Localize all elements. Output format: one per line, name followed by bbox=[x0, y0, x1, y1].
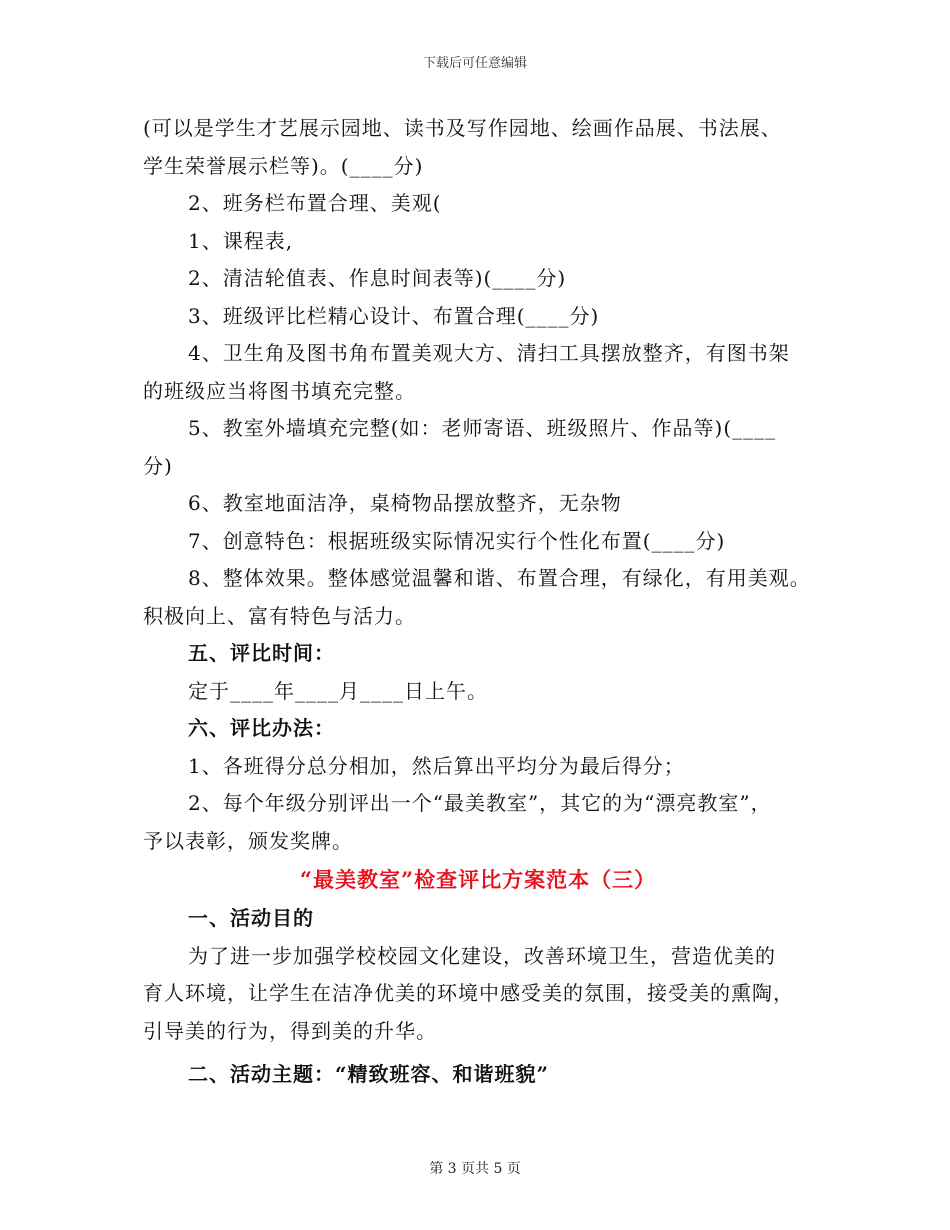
list-item: 2、班务栏布置合理、美观( bbox=[188, 191, 442, 215]
section-heading: 一、活动目的 bbox=[188, 906, 314, 930]
paragraph-line: (可以是学生才艺展示园地、读书及写作园地、绘画作品展、书法展、 bbox=[143, 116, 782, 140]
paragraph-line: 育人环境，让学生在洁净优美的环境中感受美的氛围，接受美的熏陶， bbox=[143, 981, 794, 1005]
paragraph-line: 学生荣誉展示栏等)。(____分) bbox=[143, 153, 424, 178]
section-heading: 二、活动主题：“精致班容、和谐班貌” bbox=[188, 1062, 550, 1086]
paragraph-line: 的班级应当将图书填充完整。 bbox=[143, 378, 416, 403]
list-item: 3、班级评比栏精心设计、布置合理(____分) bbox=[188, 303, 600, 328]
list-item: 4、卫生角及图书角布置美观大方、清扫工具摆放整齐，有图书架 bbox=[188, 341, 790, 365]
document-section-title: “最美教室”检查评比方案范本（三） bbox=[299, 867, 657, 892]
list-item: 8、整体效果。整体感觉温馨和谐、布置合理，有绿化，有用美观。 bbox=[188, 566, 811, 590]
list-item: 1、课程表, bbox=[188, 228, 294, 253]
section-heading: 五、评比时间： bbox=[188, 641, 335, 665]
list-item: 2、清洁轮值表、作息时间表等)(____分) bbox=[188, 266, 567, 290]
document-body bbox=[143, 110, 813, 1094]
section-heading: 六、评比办法： bbox=[188, 716, 335, 740]
page-header: 下载后可任意编辑 bbox=[422, 56, 527, 71]
paragraph-line: 分) bbox=[143, 453, 173, 478]
paragraph-line: 予以表彰，颁发奖牌。 bbox=[143, 828, 353, 853]
list-item: 6、教室地面洁净，桌椅物品摆放整齐，无杂物 bbox=[188, 491, 622, 515]
list-item: 7、创意特色：根据班级实际情况实行个性化布置(____分) bbox=[188, 528, 726, 553]
list-item: 1、各班得分总分相加，然后算出平均分为最后得分； bbox=[188, 753, 685, 778]
paragraph-line: 引导美的行为，得到美的升华。 bbox=[143, 1018, 437, 1043]
paragraph-line: 定于____年____月____日上午。 bbox=[188, 678, 488, 703]
list-item: 5、教室外墙填充完整(如：老师寄语、班级照片、作品等)(____ bbox=[188, 416, 777, 440]
paragraph-line: 积极向上、富有特色与活力。 bbox=[143, 603, 416, 628]
paragraph-line: 为了进一步加强学校校园文化建设，改善环境卫生，营造优美的 bbox=[188, 943, 776, 968]
list-item: 2、每个年级分别评出一个“最美教室”，其它的为“漂亮教室”， bbox=[188, 791, 772, 815]
page-footer: 第 3 页共 5 页 bbox=[429, 1161, 521, 1177]
